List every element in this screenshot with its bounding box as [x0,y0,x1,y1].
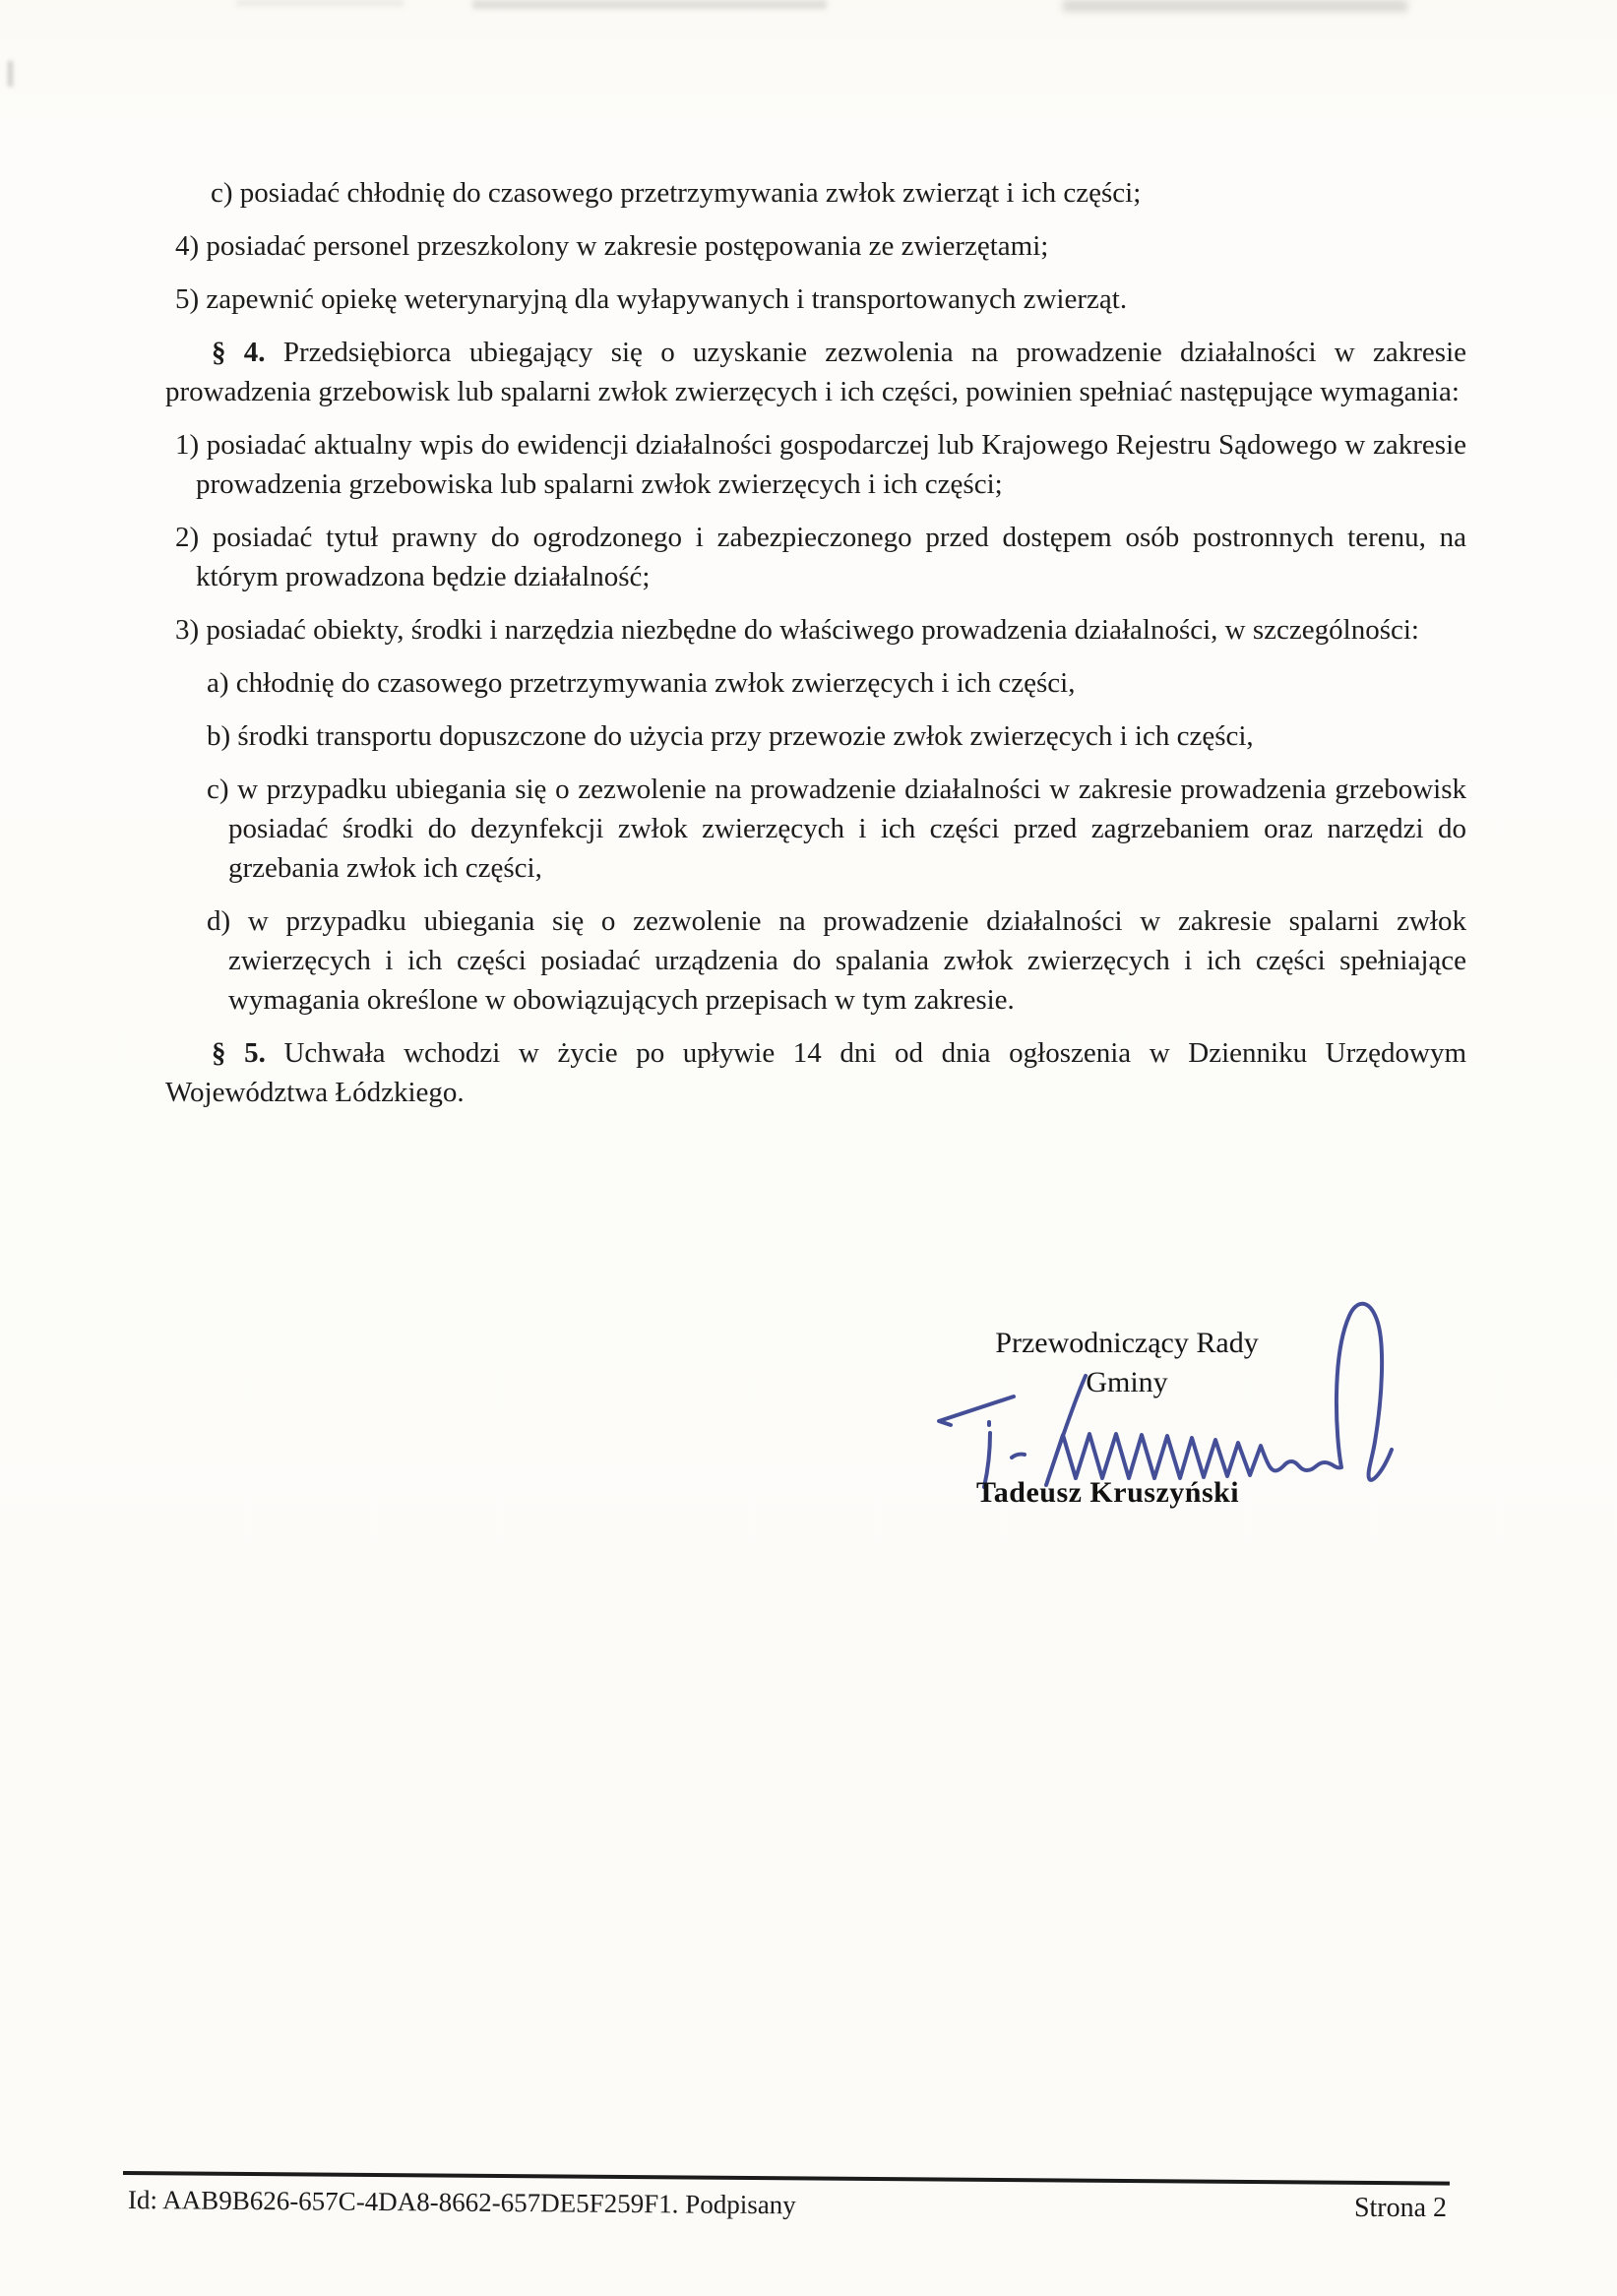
paragraph-section-5 [165,1033,1466,1112]
paragraph-section-4 [165,333,1466,411]
list-item-1: 1) posiadać aktualny wpis do ewidencji działalności gospodarczej lub Krajowego Rejestru Sądowego w zakresie prowadzenia grzebowiska lub spalarni zwłok zwierzęcych i ich części; [175,429,1466,500]
sublist-item-c: c) w przypadku ubiegania się o zezwolenie na prowadzenie działalności w zakresie prowadzenia grzebowisk posiadać środki do dezynfekcji zwłok zwierzęcych i ich części przed zagrzebaniem oraz narzędzi do grzebania zwłok ich części, [207,774,1466,884]
sublist-item-b: b) środki transportu dopuszczone do użycia przy przewozie zwłok zwierzęcych i ich części, [207,720,1254,752]
list-item-5: 5) zapewnić opiekę weterynaryjną dla wyłapywanych i transportowanych zwierząt. [175,283,1128,315]
handwritten-signature-icon [925,1294,1417,1501]
signature-role-line2: Gminy [1086,1366,1168,1398]
section-5-text: Uchwała wchodzi w życie po upływie 14 dni od dnia ogłoszenia w Dzienniku Urzędowym Województwa Łódzkiego. [165,1037,1467,1108]
scan-artifact [8,61,13,87]
section-4-text: Przedsiębiorca ubiegający się o uzyskanie zezwolenia na prowadzenie działalności w zakresie prowadzenia grzebowisk lub spalarni zwłok zwierzęcych i ich części, powinien spełniać następujące wymagania: [165,337,1467,407]
signature-name: Tadeusz Kruszyński [976,1476,1240,1509]
document-body [165,173,1466,1126]
footer-page-number: Strona 2 [1353,2193,1448,2223]
scan-artifact [1063,0,1407,12]
scan-artifact [472,0,827,9]
section-4-label: § 4. [212,337,266,368]
section-5-label: § 5. [212,1037,266,1069]
sublist-item-a: a) chłodnię do czasowego przetrzymywania zwłok zwierzęcych i ich części, [207,667,1076,699]
scan-artifact [236,0,404,6]
list-item-4: 4) posiadać personel przeszkolony w zakresie postępowania ze zwierzętami; [175,230,1049,262]
footer-document-id: Id: AAB9B626-657C-4DA8-8662-657DE5F259F1. Podpisany [127,2185,796,2220]
list-item-c-carryover: c) posiadać chłodnię do czasowego przetrzymywania zwłok zwierząt i ich części; [211,177,1142,209]
signature-role-line1: Przewodniczący Rady [995,1327,1259,1359]
list-item-2: 2) posiadać tytuł prawny do ogrodzonego i zabezpieczonego przed dostępem osób postronnych terenu, na którym prowadzona będzie działalność; [175,522,1466,592]
sublist-item-d: d) w przypadku ubiegania się o zezwolenie na prowadzenie działalności w zakresie spalarni zwłok zwierzęcych i ich części posiadać urządzenia do spalania zwłok zwierzęcych i ich części spełniające wymagania określone w obowiązujących przepisach w tym zakresie. [207,905,1466,1016]
footer-rule [123,2171,1450,2186]
list-item-3: 3) posiadać obiekty, środki i narzędzia niezbędne do właściwego prowadzenia działalności, w szczególności: [175,614,1419,646]
